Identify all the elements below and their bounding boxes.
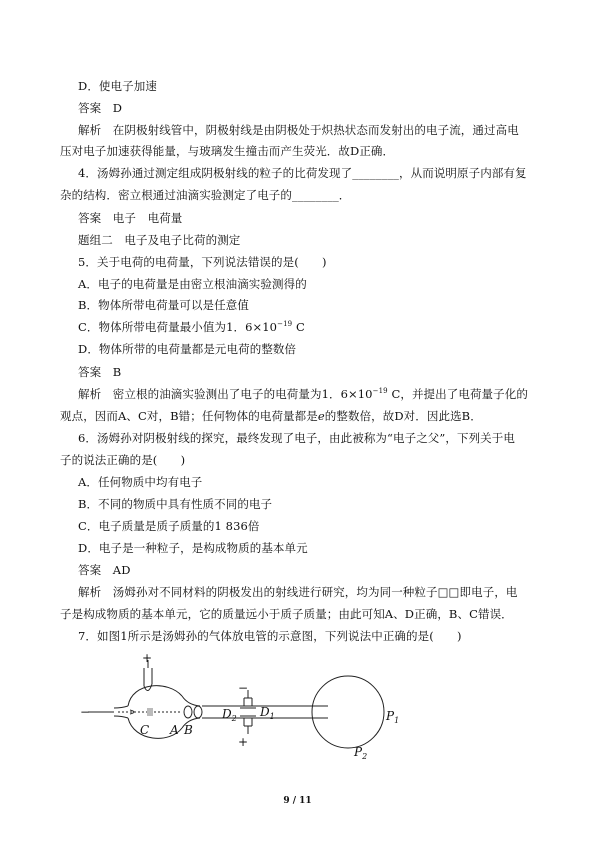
label-A: A [170,723,179,737]
question-6-line1: 6．汤姆孙对阴极射线的探究，最终发现了电子，由此被称为“电子之父”，下列关于电 [78,431,515,445]
group-heading: 题组二 电子及电子比荷的测定 [78,233,241,247]
answer-6: 答案 AD [78,563,131,577]
label-minus-plate: − [238,681,249,695]
page-number: 9 / 11 [283,796,312,806]
explanation-5-line2: 观点，因而A、C对，B错；任何物体的电荷量都是e的整数倍，故D对．因此选B． [60,409,482,423]
label-B: B [184,723,193,737]
cathode-neck [114,706,128,718]
question-4-line1: 4．汤姆孙通过测定组成阴极射线的粒子的比荷发现了________，从而说明原子内部有复 [78,166,527,180]
label-C: C [140,723,150,737]
q6-option-c: C．电子质量是质子质量的1 836倍 [78,519,260,533]
label-plus-top: + [142,651,153,665]
q5-option-b: B．物体所带电荷量可以是任意值 [78,298,249,312]
q6-option-b: B．不同的物质中具有性质不同的电子 [78,497,273,511]
q5-option-a: A．电子的电荷量是由密立根油滴实验测得的 [78,277,307,291]
explanation-6-line2: 子是构成物质的基本单元，它的质量远小于质子质量；由此可知A、D正确，B、C错误． [60,607,513,621]
label-P2: $P_2$ [354,745,368,760]
explanation-3-line1: 解析 在阴极射线管中，阴极射线是由阴极处于炽热状态而发射出的电子流，通过高电 [78,123,519,137]
answer-3: 答案 D [78,101,123,115]
answer-5: 答案 B [78,365,122,379]
q6-option-d: D．电子是一种粒子，是构成物质的基本单元 [78,541,308,555]
question-7: 7．如图1所示是汤姆孙的气体放电管的示意图，下列说法中正确的是( ) [78,629,462,643]
answer-4: 答案 电子 电荷量 [78,211,183,225]
explanation-3-line2: 压对电子加速获得能量，与玻璃发生撞击而产生荧光．故D正确． [60,144,395,158]
q6-option-a: A．任何物质中均有电子 [78,475,203,489]
q3-option-d: D．使电子加速 [78,79,157,93]
beam-spot [147,708,153,716]
label-minus-left: − [80,705,91,719]
slit-A [184,706,192,718]
plate-top-housing [244,698,252,706]
discharge-tube-figure [78,650,408,760]
label-D1: $D_1$ [260,705,275,721]
slit-B [194,706,202,718]
q5-option-d: D．物体所带的电荷量都是元电荷的整数倍 [78,342,297,356]
screen-bulb [312,676,384,748]
label-D2: $D_2$ [222,707,237,723]
question-4-line2: 杂的结构．密立根通过油滴实验测定了电子的________． [60,188,351,202]
q5-option-c: C．物体所带电荷量最小值为1．$6\times 10^{-19}$ C [78,320,305,334]
label-plus-plate: + [238,735,249,749]
question-6-line2: 子的说法正确的是( ) [60,453,186,467]
plate-bottom-housing [244,718,252,726]
explanation-6-line1: 解析 汤姆孙对不同材料的阴极发出的射线进行研究，均为同一种粒子□□即电子，电 [78,585,518,599]
question-5: 5．关于电荷的电荷量，下列说法错误的是( ) [78,255,327,269]
explanation-5-line1: 解析 密立根的油滴实验测出了电子的电荷量为1．$6\times 10^{-19}$ C，并提出了电荷量子化的 [78,387,528,401]
label-P1: $P_1$ [386,709,400,725]
